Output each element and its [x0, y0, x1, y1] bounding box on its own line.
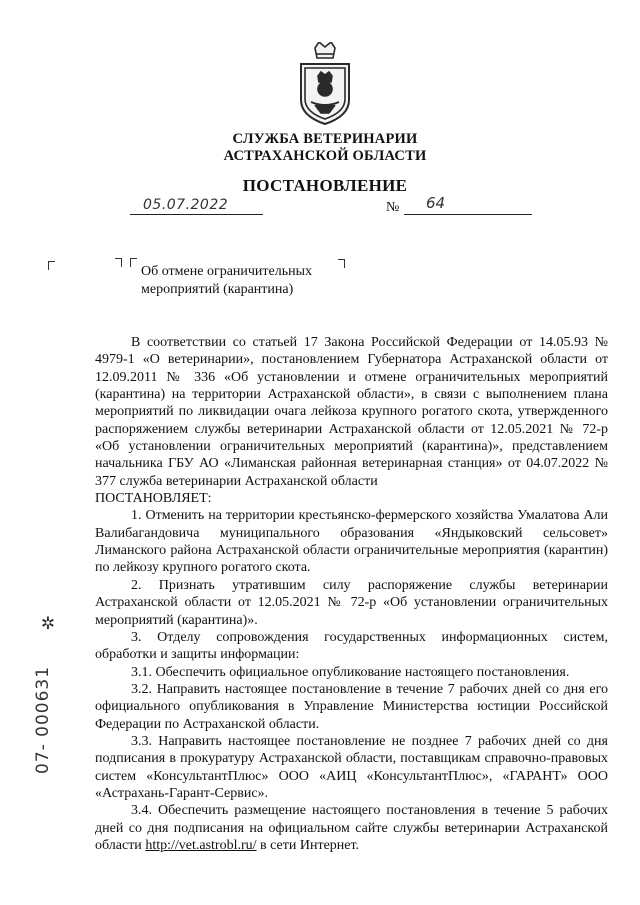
item-3-1: 3.1. Обеспечить официальное опубликование настоящего постановления.: [131, 664, 570, 680]
item-3-2: 3.2. Направить настоящее постановление в течение 7 рабочих дней со дня его официального опубликования в Управление Министерства юстиции Российской Федерации по Астраханской области.: [95, 681, 608, 732]
date-underline: [130, 214, 263, 215]
number-underline: [404, 214, 532, 215]
item-2: 2. Признать утратившим силу распоряжение службы ветеринарии Астраханской области от 12.05.2021 № 72-р «Об установлении ограничительных мероприятий (карантина)».: [95, 577, 608, 628]
subject-line2: мероприятий (карантина): [141, 281, 294, 297]
decree-word: ПОСТАНОВЛЯЕТ:: [95, 491, 212, 507]
item-3-4-tail: в сети Интернет.: [256, 837, 360, 853]
doc-type-title: ПОСТАНОВЛЕНИЕ: [242, 176, 408, 195]
registration-number: 07- 000631: [33, 665, 53, 774]
org-name-line2: АСТРАХАНСКОЙ ОБЛАСТИ: [223, 148, 427, 164]
handwritten-date: 05.07.2022: [143, 197, 229, 213]
item-3-4: [95, 802, 608, 854]
org-name-line1: СЛУЖБА ВЕТЕРИНАРИИ: [232, 131, 418, 147]
item-3: 3. Отделу сопровождения государственных информационных систем, обработки и защиты информации:: [95, 629, 608, 663]
item-3-4-text: 3.4. Обеспечить размещение настоящего постановления в течение 5 рабочих дней со дня подписания на официальном сайте службы ветеринарии Астраханской области: [95, 803, 608, 853]
number-sign: №: [386, 200, 400, 215]
corner-mark-left-outer: [48, 261, 55, 270]
website-link[interactable]: http://vet.astrobl.ru/: [145, 837, 257, 853]
handwritten-number: 64: [426, 194, 446, 212]
margin-mark-icon: ✲: [40, 614, 56, 634]
coat-of-arms-icon: [295, 42, 355, 126]
subject-block: [141, 263, 341, 298]
preamble-paragraph: В соответствии со статьей 17 Закона Российской Федерации от 14.05.93 № 4979-1 «О ветеринарии», постановлением Губернатора Астраханской области от 12.09.2011 № 336 «Об установлении и отмене ограничительных мероприятий (карантина) на территории Астраханской области», в связи с выполнением плана мероприятий по ликвидации очага лейкоза крупного рогатого скота, утвержденного распоряжением службы ветеринарии Астраханской области от 12.05.2021 № 72-р «Об установлении ограничительных мероприятий (карантина)», представлением начальника ГБУ АО «Лиманская районная ветеринарная станция» от 04.07.2022 № 377 служба ветеринарии Астраханской области: [95, 335, 608, 489]
item-1: 1. Отменить на территории крестьянско-фермерского хозяйства Умалатова Али Валибагандовича муниципального образования «Яндыковский сельсовет» Лиманского района Астраханской области ограничительные мероприятия (карантин) по лейкозу крупного рогатого скота.: [95, 508, 608, 576]
item-3-3: 3.3. Направить настоящее постановление не позднее 7 рабочих дней со дня подписания в прокуратуру Астраханской области, поставщикам справочно-правовых систем «КонсультантПлюс» ООО «АИЦ «КонсультантПлюс», «ГАРАНТ» ООО «Астрахань-Гарант-Сервис».: [95, 733, 608, 801]
corner-mark-left-inner: [115, 258, 122, 267]
subject-line1: Об отмене ограничительных: [141, 264, 313, 279]
corner-mark-subject-start: [130, 258, 137, 267]
document-body: [95, 334, 608, 854]
